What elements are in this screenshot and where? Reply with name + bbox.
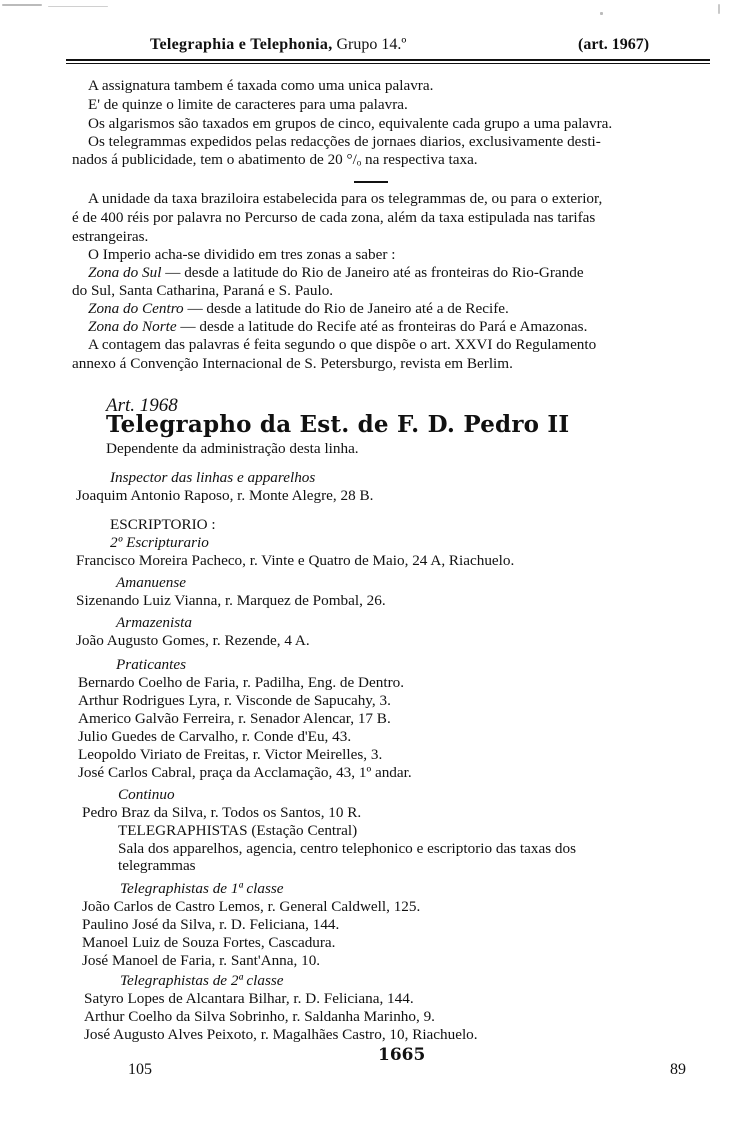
paragraph-line: A contagem das palavras é feita segundo o que dispõe o art. XXVI do Regulamento (88, 336, 597, 353)
staff-entry: Arthur Coelho da Silva Sobrinho, r. Saldanha Marinho, 9. (84, 1008, 435, 1025)
scan-speck (600, 12, 603, 15)
paragraph-line: A unidade da taxa braziloira estabelecida para os telegrammas de, ou para o exterior, (88, 190, 603, 207)
section-subtitle: Dependente da administração desta linha. (106, 440, 359, 457)
footer-right-number: 89 (670, 1061, 686, 1078)
staff-entry: Bernardo Coelho de Faria, r. Padilha, Eng. de Dentro. (78, 674, 405, 691)
staff-entry: Arthur Rodrigues Lyra, r. Visconde de Sapucahy, 3. (78, 692, 391, 709)
staff-entry: Joaquim Antonio Raposo, r. Monte Alegre, 28 B. (76, 487, 374, 504)
article-number: Art. 1968 (106, 395, 178, 416)
paragraph-line: Os telegrammas expedidos pelas redacções de jornaes diarios, exclusivamente desti- (88, 133, 601, 150)
header-rule (66, 59, 710, 61)
zone-line (88, 264, 584, 282)
telegraphists-desc: telegrammas (118, 857, 196, 874)
footer-left-number: 105 (128, 1061, 152, 1078)
staff-entry: José Carlos Cabral, praça da Acclamação, 43, 1º andar. (78, 764, 412, 781)
paragraph-line: estrangeiras. (72, 228, 149, 245)
paragraph-line: A assignatura tambem é taxada como uma unica palavra. (88, 77, 434, 94)
section-title: Telegrapho da Est. de F. D. Pedro II (106, 411, 570, 438)
role-heading: Continuo (118, 786, 175, 803)
staff-entry: João Carlos de Castro Lemos, r. General Caldwell, 125. (82, 898, 421, 915)
staff-entry: Manoel Luiz de Souza Fortes, Cascadura. (82, 934, 336, 951)
role-heading: 2º Escripturario (110, 534, 209, 551)
header-article: (art. 1967) (578, 36, 650, 53)
staff-entry: Pedro Braz da Silva, r. Todos os Santos, 10 R. (82, 804, 362, 821)
zone-name: Zona do Centro (88, 300, 184, 317)
role-heading: Praticantes (116, 656, 187, 673)
zone-name: Zona do Norte (88, 318, 177, 335)
running-header (150, 36, 406, 54)
telegraphists-heading: TELEGRAPHISTAS (Estação Central) (118, 822, 358, 839)
header-group: Grupo 14.º (336, 36, 407, 53)
staff-entry: Julio Guedes de Carvalho, r. Conde d'Eu, 43. (78, 728, 352, 745)
role-heading: Armazenista (116, 614, 192, 631)
staff-entry: José Manoel de Faria, r. Sant'Anna, 10. (82, 952, 321, 969)
role-heading: Telegraphistas de 2ª classe (120, 972, 284, 989)
scan-speck (2, 4, 42, 6)
office-heading: ESCRIPTORIO : (110, 516, 216, 533)
paragraph-line: Os algarismos são taxados em grupos de cinco, equivalente cada grupo a uma palavra. (88, 115, 613, 132)
telegraphists-desc: Sala dos apparelhos, agencia, centro telephonico e escriptorio das taxas dos (118, 840, 576, 857)
scan-speck (48, 6, 108, 7)
paragraph-line: annexo á Convenção Internacional de S. Petersburgo, revista em Berlim. (72, 355, 513, 372)
staff-entry: Sizenando Luiz Vianna, r. Marquez de Pombal, 26. (76, 592, 386, 609)
staff-entry: José Augusto Alves Peixoto, r. Magalhães Castro, 10, Riachuelo. (84, 1026, 478, 1043)
staff-entry: João Augusto Gomes, r. Rezende, 4 A. (76, 632, 310, 649)
staff-entry: Americo Galvão Ferreira, r. Senador Alencar, 17 B. (78, 710, 391, 727)
zone-line (72, 282, 333, 300)
section-divider (354, 181, 388, 183)
zone-line (88, 318, 587, 336)
role-heading: Amanuense (116, 574, 187, 591)
staff-entry: Leopoldo Viriato de Freitas, r. Victor Meirelles, 3. (78, 746, 383, 763)
staff-entry: Satyro Lopes de Alcantara Bilhar, r. D. Feliciana, 144. (84, 990, 414, 1007)
zone-name: Zona do Sul (88, 264, 162, 281)
role-heading: Telegraphistas de 1ª classe (120, 880, 284, 897)
staff-entry: Francisco Moreira Pacheco, r. Vinte e Quatro de Maio, 24 A, Riachuelo. (76, 552, 515, 569)
paragraph-line: E' de quinze o limite de caracteres para uma palavra. (88, 96, 408, 113)
zone-line (88, 300, 509, 318)
zone-text: — desde a latitude do Recife até as fronteiras do Pará e Amazonas. (176, 318, 588, 335)
staff-entry: Paulino José da Silva, r. D. Feliciana, 144. (82, 916, 340, 933)
zone-text: do Sul, Santa Catharina, Paraná e S. Paulo. (72, 282, 334, 299)
paragraph-line: nados á publicidade, tem o abatimento de 20 °/ₒ na respectiva taxa. (72, 151, 478, 168)
page-number: 1665 (378, 1045, 426, 1065)
paragraph-line: O Imperio acha-se dividido em tres zonas a saber : (88, 246, 396, 263)
role-heading: Inspector das linhas e apparelhos (110, 469, 316, 486)
zone-text: — desde a latitude do Rio de Janeiro até as fronteiras do Rio-Grande (161, 264, 584, 281)
zone-text: — desde a latitude do Rio de Janeiro até a de Recife. (183, 300, 509, 317)
header-rule-thin (66, 63, 710, 64)
scan-speck (718, 4, 720, 14)
header-title: Telegraphia e Telephonia, (150, 36, 333, 53)
paragraph-line: é de 400 réis por palavra no Percurso de cada zona, além da taxa estipulada nas tarifas (72, 209, 596, 226)
